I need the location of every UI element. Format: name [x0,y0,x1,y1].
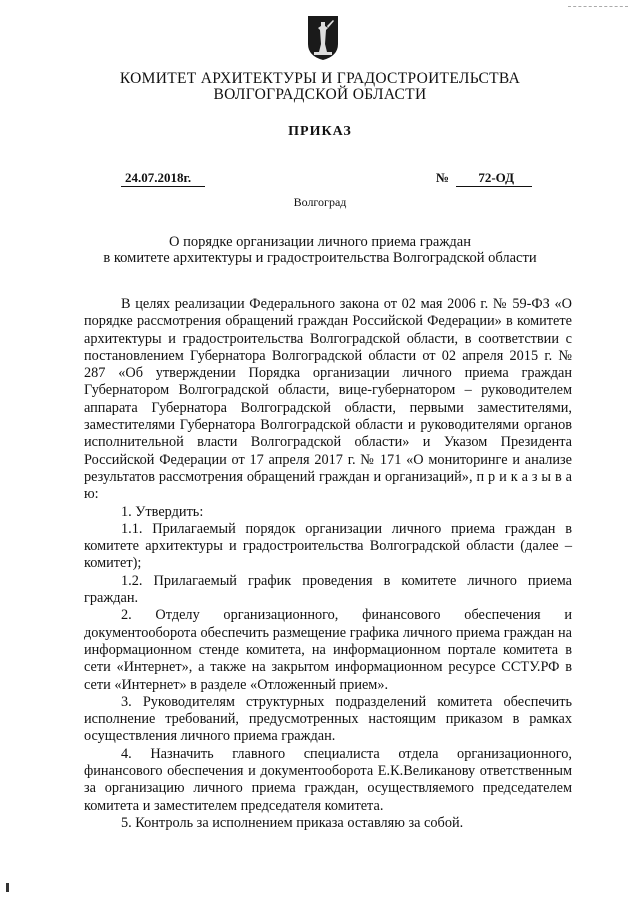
preamble: В целях реализации Федерального закона от 02 мая 2006 г. № 59-ФЗ «О порядке рассмотрения обращений граждан Российской Федерации» в комитете архитектуры и градостроительства Волгоградской области, в соответствии с постановлением Губернатора Волгоградской области от 02 апреля 2015 г. № 287 «Об утверждении Порядка организации личного приема граждан Губернатором Волгоградской области, вице-губернатором – руководителем аппарата Губернатора Волгоградской области, первыми заместителями, заместителями Губернатора Волгоградской области и руководителями органов исполнительной власти Волгоградской области» и Указом Президента Российской Федерации от 17 апреля 2017 г. № 171 «О мониторинге и анализе результатов рассмотрения обращений граждан и организаций», п р и к а з ы в а ю: [84,296,572,503]
subject-line2: в комитете архитектуры и градостроительства Волгоградской области [103,250,537,266]
order-number-value: 72-ОД [456,170,532,187]
item-4: 4. Назначить главного специалиста отдела организационного, финансового обеспечения и документооборота Е.К.Великанову ответственным за организацию личного приема граждан, осуществляемого председателем комитета и заместителем председателя комитета. [84,745,572,814]
order-date-value: 24.07.2018г. [121,170,205,187]
document-type: ПРИКАЗ [288,124,352,139]
number-sign: № [436,170,450,185]
subject-line1: О порядке организации личного приема граждан [169,234,471,250]
order-number [436,170,532,187]
item-5: 5. Контроль за исполнением приказа оставляю за собой. [121,814,464,831]
body-text [84,296,572,832]
item-1: 1. Утвердить: [121,503,204,520]
city: Волгоград [293,195,347,209]
item-1-1: 1.1. Прилагаемый порядок организации личного приема граждан в комитете архитектуры и градостроительства Волгоградской области (далее – комитет); [84,520,572,572]
scan-edge-mark [568,6,628,8]
item-1-2: 1.2. Прилагаемый график проведения в комитете личного приема граждан. [84,572,572,607]
org-name-line2: ВОЛГОГРАДСКОЙ ОБЛАСТИ [213,86,427,103]
org-name-line1: КОМИТЕТ АРХИТЕКТУРЫ И ГРАДОСТРОИТЕЛЬСТВА [119,70,521,87]
order-date [121,170,205,187]
scan-margin-mark [6,883,9,892]
volgograd-coat-of-arms-icon [306,14,340,62]
item-3: 3. Руководителям структурных подразделений комитета обеспечить исполнение требований, предусмотренных настоящим приказом в рамках осуществления личного приема граждан. [84,693,572,745]
item-2: 2. Отделу организационного, финансового обеспечения и документооборота обеспечить размещение графика личного приема граждан на информационном стенде комитета, на информационном портале комитета в сети «Интернет», а также на закрытом информационном ресурсе ССТУ.РФ в сети «Интернет» в разделе «Отложенный прием». [84,607,572,693]
